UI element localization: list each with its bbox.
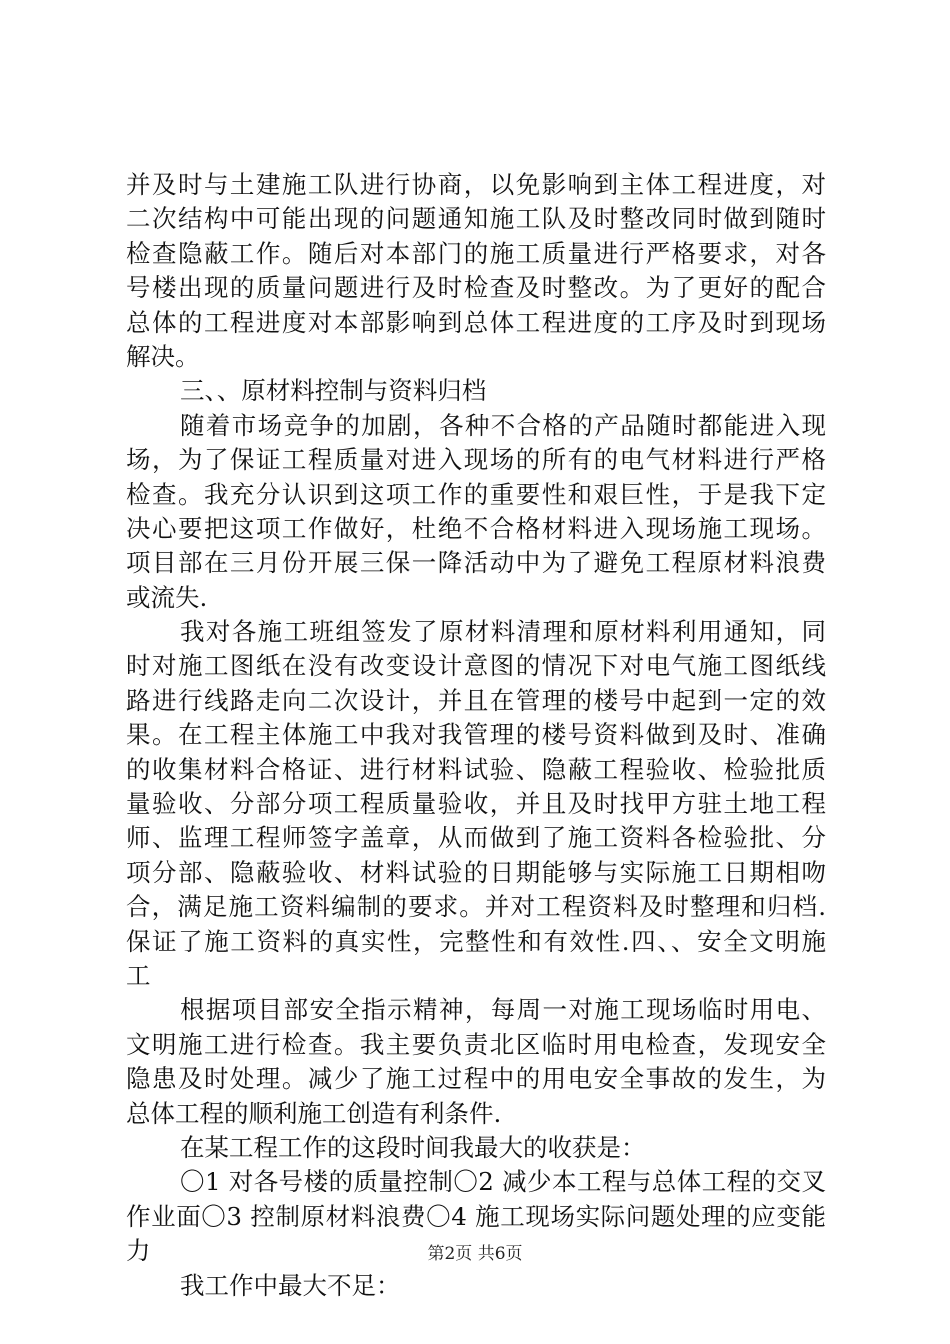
text-line: 在某工程工作的这段时间我最大的收获是： [180,1132,646,1162]
text-line: 决心要把这项工作做好，杜绝不合格材料进入现场施工现场。 [126,513,826,543]
text-line: 检查隐蔽工作。随后对本部门的施工质量进行严格要求，对各 [126,238,826,268]
text-line: 文明施工进行检查。我主要负责北区临时用电检查，发现安全 [126,1029,826,1059]
text-line: 时对施工图纸在没有改变设计意图的情况下对电气施工图纸线 [126,651,826,681]
text-line: 解决。 [126,341,200,371]
text-line: 作业面〇3 控制原材料浪费〇4 施工现场实际问题处理的应变能 [126,1201,826,1231]
text-line: 号楼出现的质量问题进行及时检查及时整改。为了更好的配合 [126,273,826,303]
text-line: 〇1 对各号楼的质量控制〇2 减少本工程与总体工程的交叉 [180,1167,826,1197]
text-line: 果。在工程主体施工中我对我管理的楼号资料做到及时、准确 [126,720,826,750]
page-number: 第2页 共6页 [427,1244,523,1264]
text-line: 路进行线路走向二次设计，并且在管理的楼号中起到一定的效 [126,685,826,715]
page-footer [0,1242,950,1266]
text-line: 或流失. [126,582,208,612]
text-line: 检查。我充分认识到这项工作的重要性和艰巨性，于是我下定 [126,479,826,509]
text-line: 总体的工程进度对本部影响到总体工程进度的工序及时到现场 [126,307,826,337]
text-line: 保证了施工资料的真实性，完整性和有效性.四、、安全文明施 [126,926,826,956]
text-line: 合，满足施工资料编制的要求。并对工程资料及时整理和归档. [126,892,826,922]
text-line: 根据项目部安全指示精神，每周一对施工现场临时用电、 [180,995,826,1025]
text-line: 项目部在三月份开展三保一降活动中为了避免工程原材料浪费 [126,548,826,578]
text-line: 并及时与土建施工队进行协商，以免影响到主体工程进度，对 [126,170,826,199]
text-line: 我工作中最大不足： [180,1270,401,1300]
text-line: 二次结构中可能出现的问题通知施工队及时整改同时做到随时 [126,204,826,234]
text-line: 师、监理工程师签字盖章，从而做到了施工资料各检验批、分 [126,823,826,853]
text-line: 我对各施工班组签发了原材料清理和原材料利用通知，同 [180,617,826,647]
text-line: 力 [126,1236,151,1266]
section-heading: 三、、原材料控制与资料归档 [180,376,487,406]
text-line: 总体工程的顺利施工创造有利条件. [126,1098,502,1128]
document-body [126,168,826,1303]
text-line: 量验收、分部分项工程质量验收，并且及时找甲方驻土地工程 [126,789,826,819]
text-line: 场，为了保证工程质量对进入现场的所有的电气材料进行严格 [126,445,826,475]
text-line: 的收集材料合格证、进行材料试验、隐蔽工程验收、检验批质 [126,754,826,784]
text-line: 随着市场竞争的加剧，各种不合格的产品随时都能进入现 [180,410,826,440]
text-line: 工 [126,960,151,990]
text-line: 隐患及时处理。减少了施工过程中的用电安全事故的发生，为 [126,1064,826,1094]
text-line: 项分部、隐蔽验收、材料试验的日期能够与实际施工日期相吻 [126,857,826,887]
